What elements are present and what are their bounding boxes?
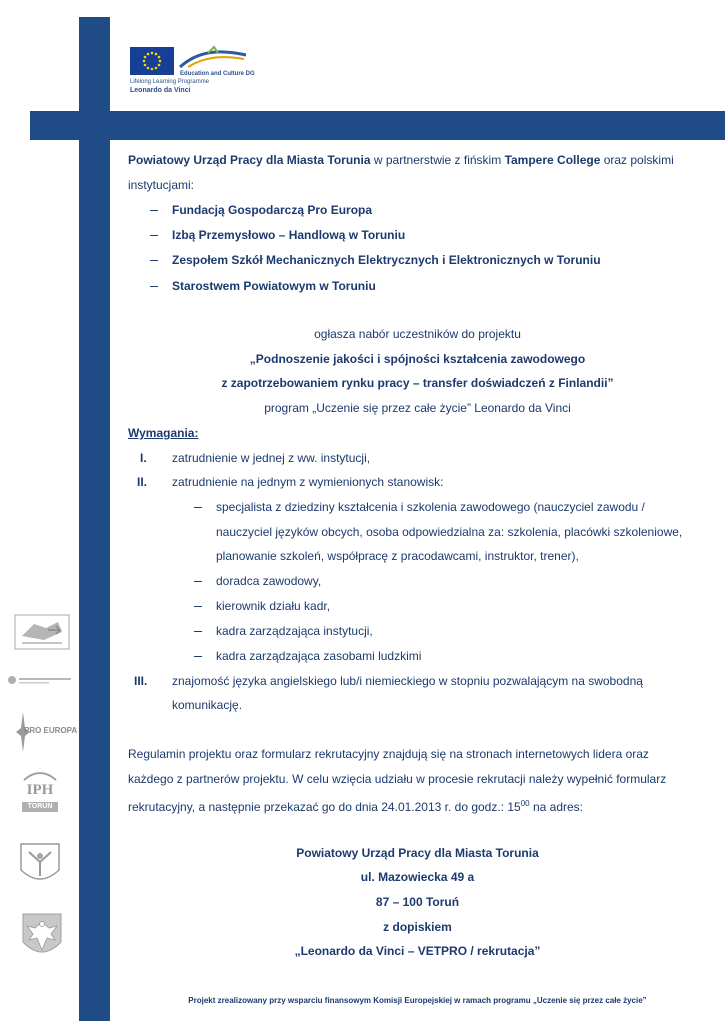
position-item: doradca zawodowy, [216,574,322,588]
school-emblem-logo [19,842,61,888]
partner-item: Starostwem Powiatowym w Toruniu [172,279,376,293]
regulations-line: każdego z partnerów projektu. W celu wzięcia udziału w procesie rekrutacji należy wypełnić formularz [128,772,667,786]
eu-flag-icon [130,47,174,75]
partner-item: Fundacją Gospodarczą Pro Europa [172,203,373,217]
left-vertical-bar [79,17,110,1021]
position-item: kierownik działu kadr, [216,599,331,613]
address-line: Powiatowy Urząd Pracy dla Miasta Torunia [296,846,539,860]
position-item: kadra zarządzająca zasobami ludzkimi [216,649,422,663]
list-dash [194,581,202,582]
iph-label: IPH [26,782,54,798]
regulations-line: Regulamin projektu oraz formularz rekrutacyjny znajdują się na stronach internetowych lidera oraz [128,747,649,761]
address-line: 87 – 100 Toruń [375,895,460,909]
list-dash [150,210,158,211]
tampere-logo [6,672,74,688]
list-dash [150,235,158,236]
address-line: „Leonardo da Vinci – VETPRO / rekrutacja” [294,944,541,958]
list-dash [150,260,158,261]
intro-college: Tampere College [504,153,601,167]
project-title-line-2: z zapotrzebowaniem rynku pracy – transfer doświadczeń z Finlandii” [221,376,614,390]
list-dash [194,656,202,657]
requirements-heading: Wymagania: [128,426,199,440]
header-horizontal-bar [30,111,725,140]
regulations-line-deadline [128,797,583,814]
requirement-text-continued: komunikację. [172,698,243,712]
position-item-continued: planowanie szkoleń, współpracę z pracodawcami, instruktor, trener), [216,549,579,563]
iph-torun-logo [20,768,60,814]
list-dash [150,286,158,287]
intro-line-1 [128,153,674,167]
regulations-deadline-text: rekrutacyjny, a następnie przekazać go do dnia 24.01.2013 r. do godz.: 15 [128,800,521,814]
position-item: kadra zarządzająca instytucji, [216,624,373,638]
partner-item: Izbą Przemysłowo – Handlową w Toruniu [172,228,406,242]
pup-torun-logo [14,614,70,650]
logo-ldv-text: Leonardo da Vinci [130,87,191,94]
intro-mid: w partnerstwie z fińskim [370,153,505,167]
list-dash [194,606,202,607]
project-title-line-1: „Podnoszenie jakości i spójności kształcenia zawodowego [249,352,586,366]
intro-org: Powiatowy Urząd Pracy dla Miasta Torunia [128,153,371,167]
llp-leonardo-logo [126,43,254,98]
requirement-number: II. [137,475,148,489]
intro-line-2: instytucjami: [128,178,195,192]
pro-europa-logo [12,712,78,752]
iph-city-label: TORUŃ [27,803,53,810]
address-line: ul. Mazowiecka 49 a [360,870,475,884]
requirement-number: III. [134,674,148,688]
regulations-deadline-tail: na adres: [529,800,583,814]
position-item-continued: nauczyciel języków obcych, osoba odpowiedzialna za: szkolenia, placówki szkoleniowe, [216,525,683,539]
list-dash [194,631,202,632]
program-line: program „Uczenie się przez całe życie” Leonardo da Vinci [264,401,571,415]
logo-llp-text: Lifelong Learning Programme [130,79,210,85]
position-item: specjalista z dziedziny kształcenia i szkolenia zawodowego (nauczyciel zawodu / [216,500,645,514]
county-coat-of-arms-logo [21,912,63,962]
partner-item: Zespołem Szkół Mechanicznych Elektrycznych i Elektronicznych w Toruniu [172,253,601,267]
requirement-text: zatrudnienie w jednej z ww. instytucji, [172,451,371,465]
logo-ec-text: Education and Culture DG [180,71,255,77]
requirement-text: zatrudnienie na jednym z wymienionych stanowisk: [172,475,444,489]
intro-tail: oraz polskimi [600,153,674,167]
education-culture-swoosh-icon [178,45,248,71]
list-dash [194,507,202,508]
announcement-line: ogłasza nabór uczestników do projektu [314,327,521,341]
footer-note: Projekt zrealizowany przy wsparciu finansowym Komisji Europejskiej w ramach programu „Uczenie się przez całe życie” [188,996,647,1005]
deadline-minutes-superscript: 00 [520,799,530,808]
requirement-number: I. [140,451,147,465]
pro-europa-label: PRO EUROPA [24,726,78,735]
requirement-text: znajomość języka angielskiego lub/i niemieckiego w stopniu pozwalającym na swobodną [172,674,643,688]
address-line: z dopiskiem [383,920,452,934]
